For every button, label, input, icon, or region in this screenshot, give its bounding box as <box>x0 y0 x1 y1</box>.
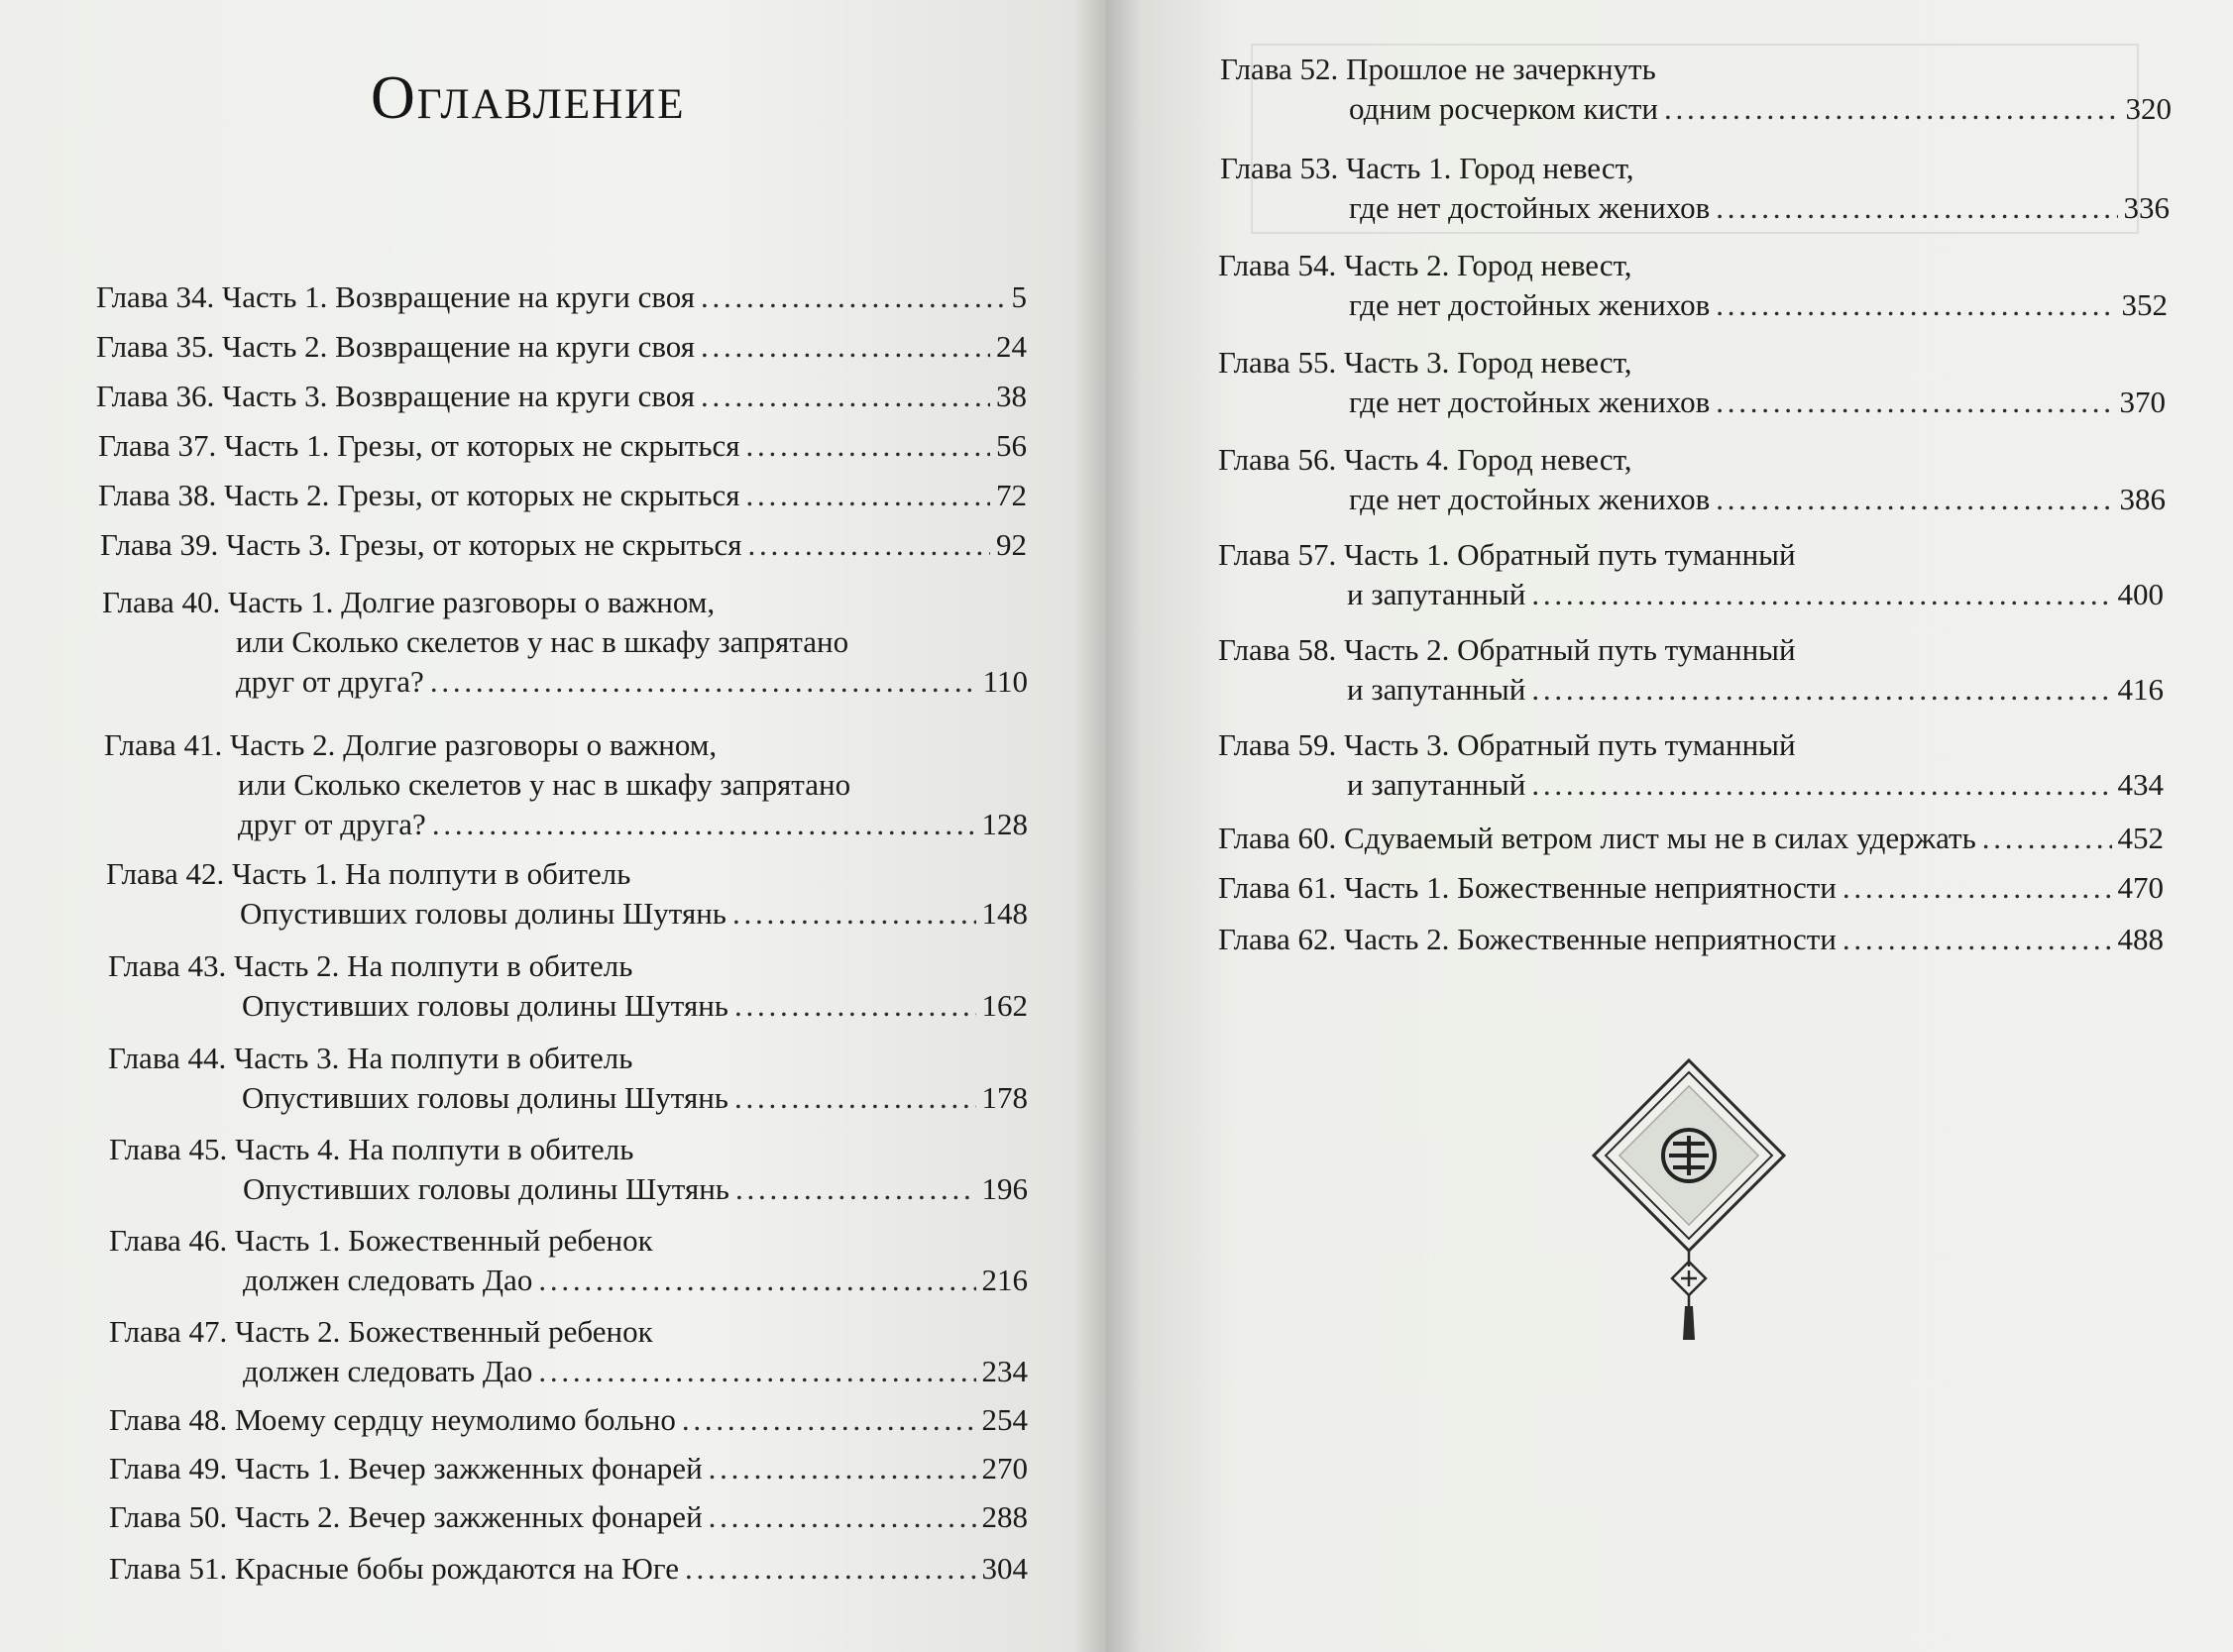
toc-entry-title: Глава 49. Часть 1. Вечер зажженных фонарей <box>109 1451 703 1486</box>
toc-entry-title: Глава 42. Часть 1. На полпути в обитель <box>106 856 631 891</box>
toc-entry-52[interactable] <box>1220 50 2172 129</box>
leader-dots <box>1982 819 2112 858</box>
toc-entry-page: 370 <box>2119 385 2166 419</box>
toc-entry-title-continued: Опустивших головы долины Шутянь <box>243 1171 729 1206</box>
toc-entry-49[interactable] <box>109 1449 1028 1488</box>
leader-dots <box>701 327 990 367</box>
toc-entry-title: Глава 43. Часть 2. На полпути в обитель <box>108 948 633 983</box>
toc-entry-title: Глава 52. Прошлое не зачеркнуть <box>1220 52 1656 86</box>
toc-entry-42[interactable] <box>106 854 1028 934</box>
toc-entry-41[interactable] <box>104 725 1028 844</box>
toc-entry-34[interactable] <box>96 277 1027 317</box>
toc-entry-title-continued: одним росчерком кисти <box>1349 91 1658 126</box>
toc-entry-title: Глава 57. Часть 1. Обратный путь туманный <box>1218 537 1796 572</box>
toc-entry-54[interactable] <box>1218 246 2168 325</box>
toc-entry-57[interactable] <box>1218 535 2164 614</box>
toc-entry-36[interactable] <box>96 377 1027 416</box>
toc-entry-title: Глава 39. Часть 3. Грезы, от которых не скрыться <box>100 527 742 562</box>
toc-entry-title-continued: и запутанный <box>1347 767 1526 802</box>
leader-dots <box>709 1497 976 1537</box>
toc-entry-page: 352 <box>2121 287 2168 322</box>
toc-entry-title-continued: и запутанный <box>1347 672 1526 707</box>
toc-entry-title-continued: Опустивших головы долины Шутянь <box>242 988 728 1023</box>
toc-entry-title: Глава 35. Часть 2. Возвращение на круги своя <box>96 329 695 364</box>
toc-entry-page: 216 <box>981 1263 1028 1297</box>
toc-entry-page: 400 <box>2117 577 2164 611</box>
toc-entry-35[interactable] <box>96 327 1027 367</box>
toc-entry-60[interactable] <box>1218 819 2164 858</box>
toc-entry-page: 24 <box>996 329 1027 364</box>
toc-entry-page: 162 <box>981 988 1028 1023</box>
toc-entry-55[interactable] <box>1218 343 2166 422</box>
toc-entry-51[interactable] <box>109 1549 1028 1589</box>
leader-dots <box>538 1352 975 1391</box>
toc-entry-40[interactable] <box>102 583 1028 702</box>
toc-entry-page: 434 <box>2117 767 2164 802</box>
toc-entry-title: Глава 48. Моему сердцу неумолимо больно <box>109 1402 676 1437</box>
toc-entry-page: 488 <box>2117 922 2164 956</box>
toc-entry-page: 416 <box>2117 672 2164 707</box>
toc-entry-page: 56 <box>996 428 1027 463</box>
toc-entry-59[interactable] <box>1218 725 2164 805</box>
leader-dots <box>685 1549 976 1589</box>
leader-dots <box>538 1261 975 1300</box>
toc-entry-title-continued: где нет достойных женихов <box>1349 190 1711 225</box>
toc-entry-page: 110 <box>982 664 1028 699</box>
toc-entry-page: 336 <box>2123 190 2170 225</box>
toc-entry-title: Глава 36. Часть 3. Возвращение на круги своя <box>96 379 695 413</box>
toc-entry-page: 92 <box>996 527 1027 562</box>
toc-entry-46[interactable] <box>109 1221 1028 1300</box>
leader-dots <box>432 805 976 844</box>
toc-entry-title: Глава 60. Сдуваемый ветром лист мы не в силах удержать <box>1218 821 1976 855</box>
toc-entry-title-continued: должен следовать Дао <box>243 1263 533 1297</box>
leader-dots <box>430 662 977 702</box>
toc-entry-61[interactable] <box>1218 868 2164 908</box>
leader-dots <box>1716 383 2113 422</box>
toc-entry-title-continued: где нет достойных женихов <box>1349 385 1711 419</box>
toc-entry-title: Глава 56. Часть 4. Город невест, <box>1218 442 1632 477</box>
leader-dots <box>1842 920 2112 959</box>
toc-entry-title: Глава 44. Часть 3. На полпути в обитель <box>108 1041 633 1075</box>
leader-dots <box>701 277 1006 317</box>
toc-entry-page: 178 <box>981 1080 1028 1115</box>
toc-entry-53[interactable] <box>1220 149 2170 228</box>
toc-entry-title-continued: друг от друга? <box>236 664 424 699</box>
toc-entry-page: 288 <box>981 1499 1028 1534</box>
toc-entry-title: Глава 34. Часть 1. Возвращение на круги своя <box>96 279 695 314</box>
toc-entry-page: 470 <box>2117 870 2164 905</box>
leader-dots <box>1716 188 2117 228</box>
leader-dots <box>682 1400 976 1440</box>
toc-entry-title: Глава 47. Часть 2. Божественный ребенок <box>109 1314 653 1349</box>
toc-entry-title: Глава 45. Часть 4. На полпути в обитель <box>109 1132 634 1166</box>
toc-entry-62[interactable] <box>1218 920 2164 959</box>
leader-dots <box>732 894 976 934</box>
leader-dots <box>1531 670 2111 710</box>
toc-entry-title: Глава 59. Часть 3. Обратный путь туманный <box>1218 727 1796 762</box>
toc-entry-page: 234 <box>981 1354 1028 1388</box>
toc-entry-title-continued: где нет достойных женихов <box>1349 482 1711 516</box>
leader-dots <box>734 986 976 1026</box>
toc-entry-58[interactable] <box>1218 630 2164 710</box>
toc-entry-page: 128 <box>981 807 1028 841</box>
toc-entry-38[interactable] <box>98 476 1027 515</box>
toc-entry-48[interactable] <box>109 1400 1028 1440</box>
toc-entry-title: Глава 38. Часть 2. Грезы, от которых не скрыться <box>98 478 740 512</box>
bleed-through-text <box>1019 57 1027 300</box>
page-title: Оглавление <box>371 64 686 132</box>
toc-entry-title: Глава 58. Часть 2. Обратный путь туманный <box>1218 632 1796 667</box>
toc-entry-title-continued: должен следовать Дао <box>243 1354 533 1388</box>
leader-dots <box>701 377 990 416</box>
toc-entry-title-continued: где нет достойных женихов <box>1349 287 1711 322</box>
leader-dots <box>1716 480 2113 519</box>
toc-entry-page: 72 <box>996 478 1027 512</box>
toc-entry-page: 304 <box>981 1551 1028 1586</box>
toc-entry-title: Глава 53. Часть 1. Город невест, <box>1220 151 1634 185</box>
toc-entry-title-continued: или Сколько скелетов у нас в шкафу запрятано <box>238 767 851 802</box>
toc-entry-title-continued: или Сколько скелетов у нас в шкафу запрятано <box>236 624 849 659</box>
toc-entry-title: Глава 54. Часть 2. Город невест, <box>1218 248 1632 282</box>
toc-entry-title: Глава 41. Часть 2. Долгие разговоры о важном, <box>104 727 718 762</box>
toc-entry-page: 38 <box>996 379 1027 413</box>
toc-entry-title: Глава 46. Часть 1. Божественный ребенок <box>109 1223 653 1258</box>
toc-entry-page: 320 <box>2125 91 2172 126</box>
toc-entry-title: Глава 55. Часть 3. Город невест, <box>1218 345 1632 380</box>
leader-dots <box>745 476 990 515</box>
toc-entry-title: Глава 51. Красные бобы рождаются на Юге <box>109 1551 679 1586</box>
toc-entry-44[interactable] <box>108 1039 1028 1118</box>
toc-entry-title: Глава 37. Часть 1. Грезы, от которых не скрыться <box>98 428 740 463</box>
toc-entry-37[interactable] <box>98 426 1027 466</box>
toc-entry-45[interactable] <box>109 1130 1028 1209</box>
toc-entry-50[interactable] <box>109 1497 1028 1537</box>
toc-entry-47[interactable] <box>109 1312 1028 1391</box>
leader-dots <box>1664 89 2120 129</box>
toc-entry-title-continued: и запутанный <box>1347 577 1526 611</box>
toc-entry-56[interactable] <box>1218 440 2166 519</box>
leader-dots <box>1716 285 2115 325</box>
toc-entry-39[interactable] <box>100 525 1027 565</box>
leader-dots <box>1531 575 2111 614</box>
diamond-ornament-icon <box>1590 1056 1788 1344</box>
toc-entry-43[interactable] <box>108 946 1028 1026</box>
toc-entry-page: 196 <box>981 1171 1028 1206</box>
toc-entry-page: 254 <box>981 1402 1028 1437</box>
toc-entry-title: Глава 61. Часть 1. Божественные неприятности <box>1218 870 1837 905</box>
leader-dots <box>709 1449 976 1488</box>
toc-entry-page: 270 <box>981 1451 1028 1486</box>
toc-entry-title-continued: Опустивших головы долины Шутянь <box>242 1080 728 1115</box>
toc-entry-title: Глава 50. Часть 2. Вечер зажженных фонарей <box>109 1499 703 1534</box>
toc-entry-page: 452 <box>2117 821 2164 855</box>
toc-entry-page: 386 <box>2119 482 2166 516</box>
toc-entry-title-continued: Опустивших головы долины Шутянь <box>240 896 726 931</box>
leader-dots <box>735 1169 976 1209</box>
toc-entry-page: 5 <box>1011 279 1027 314</box>
leader-dots <box>745 426 990 466</box>
toc-entry-title: Глава 40. Часть 1. Долгие разговоры о важном, <box>102 585 716 619</box>
leader-dots <box>747 525 990 565</box>
toc-entry-title: Глава 62. Часть 2. Божественные неприятности <box>1218 922 1837 956</box>
leader-dots <box>1531 765 2111 805</box>
toc-entry-page: 148 <box>981 896 1028 931</box>
toc-entry-title-continued: друг от друга? <box>238 807 426 841</box>
leader-dots <box>734 1078 976 1118</box>
leader-dots <box>1842 868 2112 908</box>
